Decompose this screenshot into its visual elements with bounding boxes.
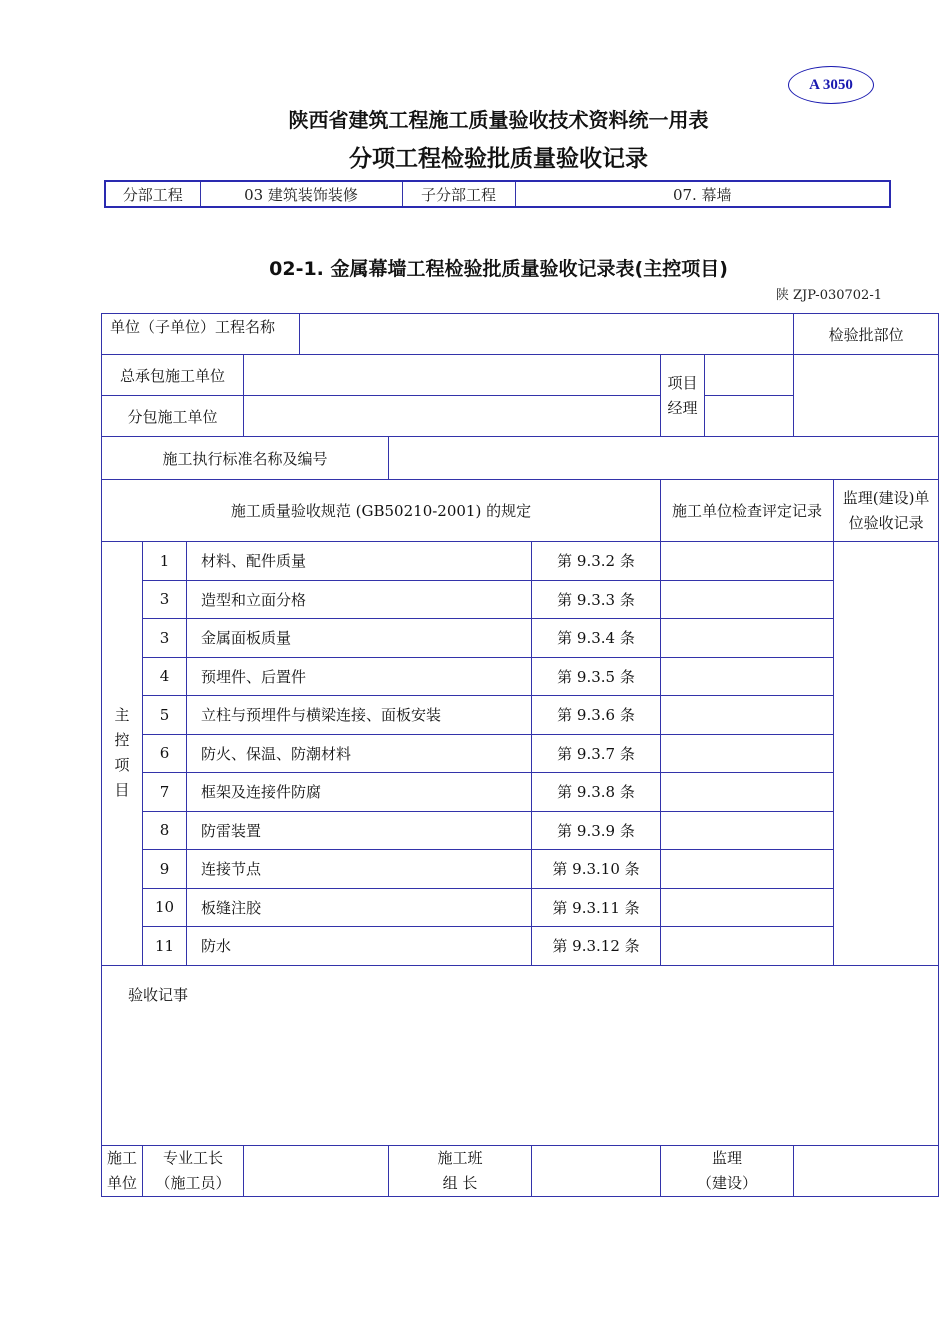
subdivision-label: 子分部工程 [402,181,515,207]
inspection-part-label: 检验批部位 [794,314,939,355]
item-contractor-record[interactable] [661,850,834,889]
item-number: 7 [143,773,187,812]
item-name: 防火、保温、防潮材料 [187,734,532,773]
item-contractor-record[interactable] [661,734,834,773]
item-number: 3 [143,619,187,658]
item-name: 防水 [187,927,532,966]
project-manager-value-1[interactable] [705,355,794,396]
item-name: 框架及连接件防腐 [187,773,532,812]
inspection-part-value[interactable] [794,355,939,437]
division-label: 分部工程 [105,181,200,207]
item-number: 8 [143,811,187,850]
project-manager-label: 项目 经理 [661,355,705,437]
item-name: 造型和立面分格 [187,580,532,619]
table-row [102,657,939,696]
form-title: 02-1. 金属幕墙工程检验批质量验收记录表(主控项目) [269,258,728,280]
main-control-label: 主 控 项 目 [102,542,143,966]
subdivision-value: 07. 幕墙 [515,181,890,207]
project-name-value[interactable] [300,314,794,355]
item-clause: 第 9.3.2 条 [532,542,661,581]
remarks-label: 验收记事 [102,965,939,1145]
item-contractor-record[interactable] [661,657,834,696]
item-number: 3 [143,580,187,619]
inspection-record-table [101,313,939,1197]
item-contractor-record[interactable] [661,888,834,927]
item-clause: 第 9.3.10 条 [532,850,661,889]
foreman-signature-field[interactable] [244,1145,389,1196]
item-number: 1 [143,542,187,581]
item-clause: 第 9.3.4 条 [532,619,661,658]
item-contractor-record[interactable] [661,927,834,966]
item-name: 板缝注胶 [187,888,532,927]
item-name: 预埋件、后置件 [187,657,532,696]
item-contractor-record[interactable] [661,773,834,812]
table-row [102,734,939,773]
sub-contractor-label: 分包施工单位 [102,396,244,437]
standard-value[interactable] [389,437,939,480]
document-subtitle: 分项工程检验批质量验收记录 [349,146,648,172]
item-name: 防雷装置 [187,811,532,850]
division-header-table [104,180,891,208]
item-contractor-record[interactable] [661,811,834,850]
item-contractor-record[interactable] [661,619,834,658]
item-number: 5 [143,696,187,735]
item-contractor-record[interactable] [661,696,834,735]
table-row [102,696,939,735]
item-clause: 第 9.3.5 条 [532,657,661,696]
table-row [102,888,939,927]
standard-label: 施工执行标准名称及编号 [102,437,389,480]
foreman-sign-label: 专业工长 （施工员） [143,1145,244,1196]
team-leader-signature-field[interactable] [532,1145,661,1196]
item-number: 10 [143,888,187,927]
form-number-badge: A 3050 [788,66,874,104]
contractor-record-header: 施工单位检查评定记录 [661,480,834,542]
team-leader-sign-label: 施工班 组 长 [389,1145,532,1196]
contractor-sign-label: 施工 单位 [102,1145,143,1196]
general-contractor-label: 总承包施工单位 [102,355,244,396]
item-name: 立柱与预埋件与横梁连接、面板安装 [187,696,532,735]
supervisor-record-header: 监理(建设)单 位验收记录 [834,480,939,542]
item-number: 4 [143,657,187,696]
item-name: 材料、配件质量 [187,542,532,581]
division-value: 03 建筑装饰装修 [200,181,402,207]
item-clause: 第 9.3.8 条 [532,773,661,812]
item-number: 11 [143,927,187,966]
supervisor-record-cell[interactable] [834,542,939,966]
form-code: 陕 ZJP-030702-1 [775,288,882,303]
item-name: 金属面板质量 [187,619,532,658]
table-row [102,773,939,812]
item-clause: 第 9.3.3 条 [532,580,661,619]
project-manager-value-2[interactable] [705,396,794,437]
item-number: 6 [143,734,187,773]
document-title: 陕西省建筑工程施工质量验收技术资料统一用表 [288,108,709,132]
sub-contractor-value[interactable] [244,396,661,437]
item-clause: 第 9.3.9 条 [532,811,661,850]
table-row [102,927,939,966]
item-clause: 第 9.3.12 条 [532,927,661,966]
supervisor-sign-label: 监理 （建设） [661,1145,794,1196]
table-row [102,619,939,658]
project-name-label: 单位（子单位）工程名称 [102,314,300,355]
table-row [102,580,939,619]
item-clause: 第 9.3.7 条 [532,734,661,773]
item-number: 9 [143,850,187,889]
item-clause: 第 9.3.11 条 [532,888,661,927]
table-row [102,542,939,581]
general-contractor-value[interactable] [244,355,661,396]
item-name: 连接节点 [187,850,532,889]
table-row [102,850,939,889]
item-contractor-record[interactable] [661,542,834,581]
supervisor-signature-field[interactable] [794,1145,939,1196]
item-contractor-record[interactable] [661,580,834,619]
item-clause: 第 9.3.6 条 [532,696,661,735]
table-row [102,811,939,850]
spec-column-header: 施工质量验收规范 (GB50210-2001) 的规定 [102,480,661,542]
